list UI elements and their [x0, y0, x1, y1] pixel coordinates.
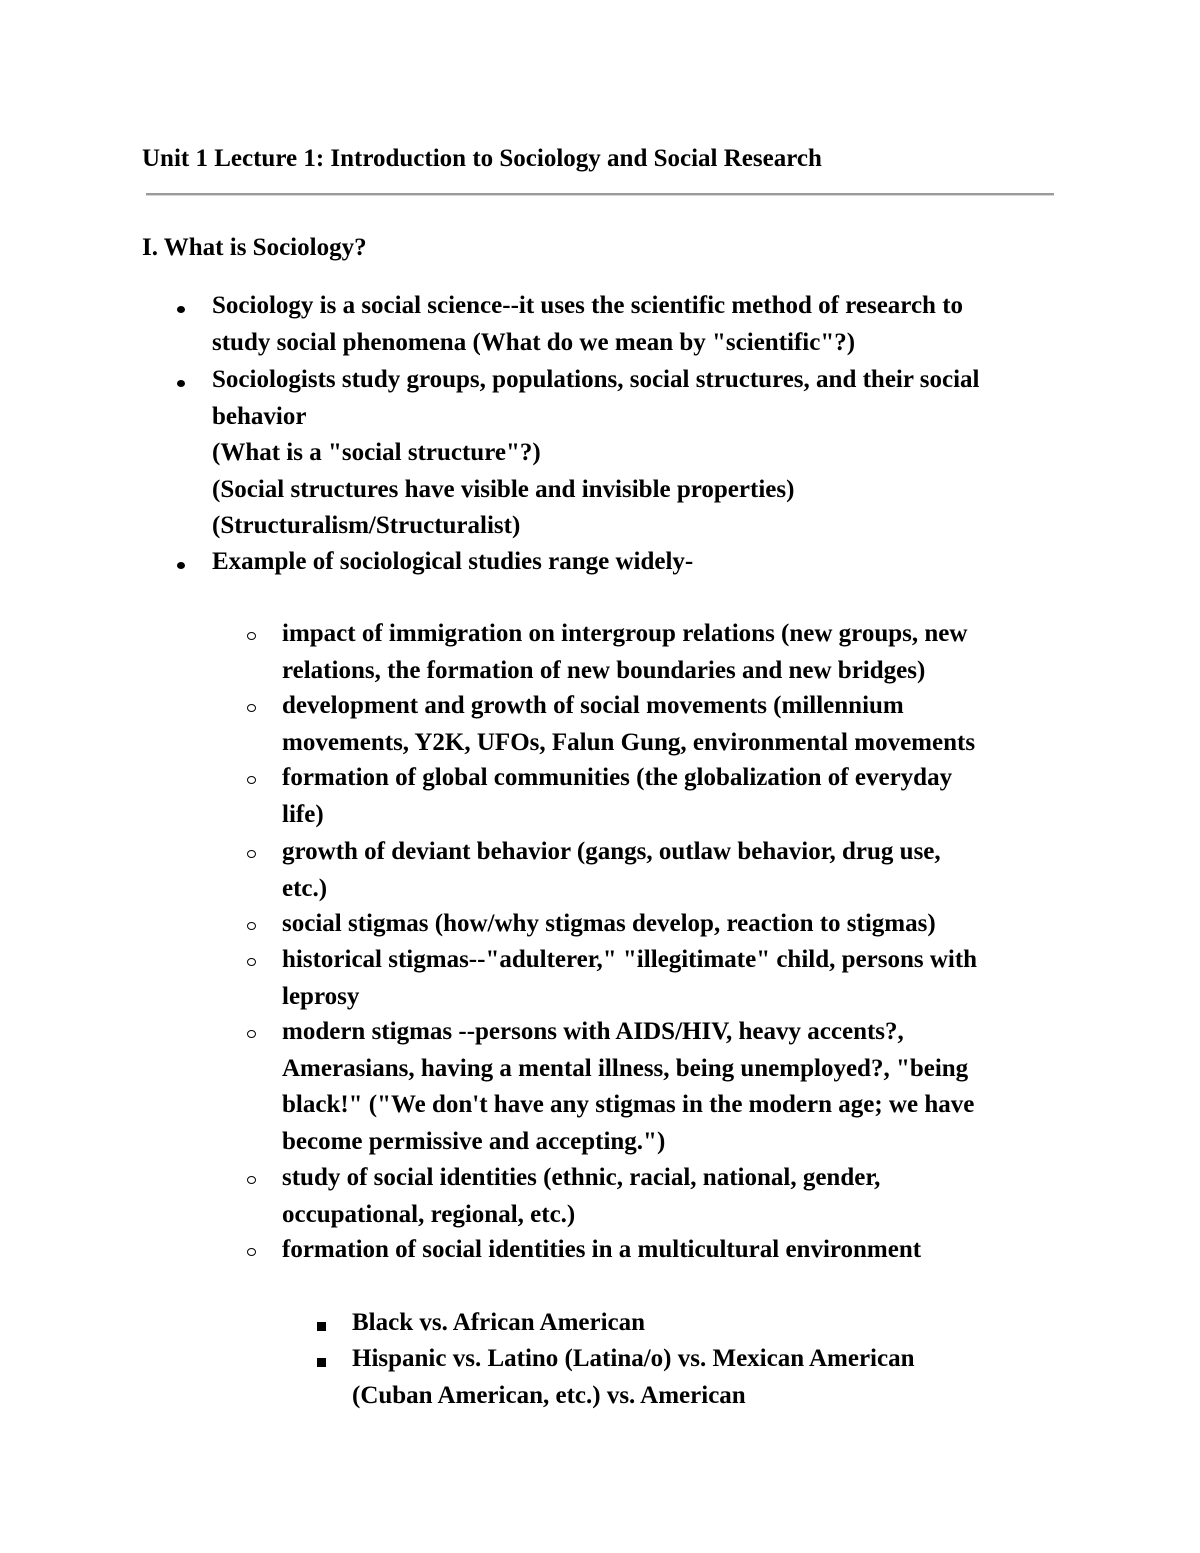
bullet-square-icon — [317, 1358, 326, 1367]
list-item-line: study of social identities (ethnic, racial, national, gender, — [282, 1164, 881, 1191]
list-item-line: formation of social identities in a multicultural environment — [282, 1236, 922, 1263]
list-item-line: (Structuralism/Structuralist) — [212, 512, 521, 539]
list-item-line: modern stigmas --persons with AIDS/HIV, heavy accents?, — [282, 1018, 904, 1045]
list-item — [282, 906, 1072, 943]
list-item-line: Sociologists study groups, populations, social structures, and their social — [212, 366, 980, 393]
list-item — [282, 834, 1072, 907]
list-item-line: development and growth of social movements (millennium — [282, 692, 904, 719]
list-item-line: (What is a "social structure"?) — [212, 439, 541, 466]
list-item — [282, 1160, 1072, 1233]
list-item-line: Amerasians, having a mental illness, being unemployed?, "being — [282, 1054, 969, 1082]
bullet-circle-icon — [247, 776, 256, 784]
bullet-circle-icon — [247, 632, 256, 640]
list-item-line: (Cuban American, etc.) vs. American — [352, 1381, 746, 1409]
list-item-line: social stigmas (how/why stigmas develop, reaction to stigmas) — [282, 910, 936, 937]
bullet-circle-icon — [247, 1030, 256, 1038]
list-item-line: become permissive and accepting.") — [282, 1127, 666, 1155]
list-item-line: behavior — [212, 402, 307, 430]
list-item-line: growth of deviant behavior (gangs, outlaw behavior, drug use, — [282, 838, 941, 865]
list-item-line: historical stigmas--"adulterer," "illegitimate" child, persons with — [282, 946, 978, 973]
list-item — [352, 1341, 1072, 1414]
list-item — [212, 544, 1072, 581]
list-item-line: Sociology is a social science--it uses the scientific method of research to — [212, 292, 964, 319]
list-item — [212, 362, 1072, 545]
list-item — [212, 288, 1072, 361]
list-item — [282, 760, 1072, 833]
bullet-circle-icon — [247, 1248, 256, 1256]
list-item-line: impact of immigration on intergroup relations (new groups, new — [282, 620, 968, 647]
bullet-circle-icon — [247, 850, 256, 858]
list-item-line: occupational, regional, etc.) — [282, 1200, 576, 1228]
section-heading: I. What is Sociology? — [142, 234, 367, 261]
list-item-line: relations, the formation of new boundaries and new bridges) — [282, 656, 926, 684]
list-item — [352, 1305, 1072, 1342]
list-item-line: leprosy — [282, 982, 360, 1010]
bullet-circle-icon — [247, 704, 256, 712]
horizontal-rule — [146, 193, 1054, 196]
bullet-circle-icon — [247, 922, 256, 930]
list-item — [282, 1014, 1072, 1160]
list-item-line: black!" ("We don't have any stigmas in the modern age; we have — [282, 1091, 975, 1118]
document-title: Unit 1 Lecture 1: Introduction to Sociology and Social Research — [142, 145, 822, 172]
list-item-line: movements, Y2K, UFOs, Falun Gung, environmental movements — [282, 728, 976, 756]
list-item-line: life) — [282, 800, 324, 828]
list-item-line: formation of global communities (the globalization of everyday — [282, 764, 953, 791]
list-item — [282, 688, 1072, 761]
list-item — [282, 942, 1072, 1015]
bullet-square-icon — [317, 1322, 326, 1331]
list-item-line: etc.) — [282, 874, 328, 902]
list-item-line: (Social structures have visible and invisible properties) — [212, 475, 795, 503]
list-item — [282, 1232, 1072, 1269]
bullet-circle-icon — [247, 1176, 256, 1184]
bullet-disc-icon — [177, 306, 185, 313]
bullet-circle-icon — [247, 958, 256, 966]
list-item-line: study social phenomena (What do we mean by "scientific"?) — [212, 328, 856, 356]
bullet-disc-icon — [177, 380, 185, 387]
list-item — [282, 616, 1072, 689]
list-item-line: Example of sociological studies range widely- — [212, 548, 694, 575]
list-item-line: Black vs. African American — [352, 1309, 646, 1336]
list-item-line: Hispanic vs. Latino (Latina/o) vs. Mexican American — [352, 1345, 915, 1372]
bullet-disc-icon — [177, 562, 185, 569]
